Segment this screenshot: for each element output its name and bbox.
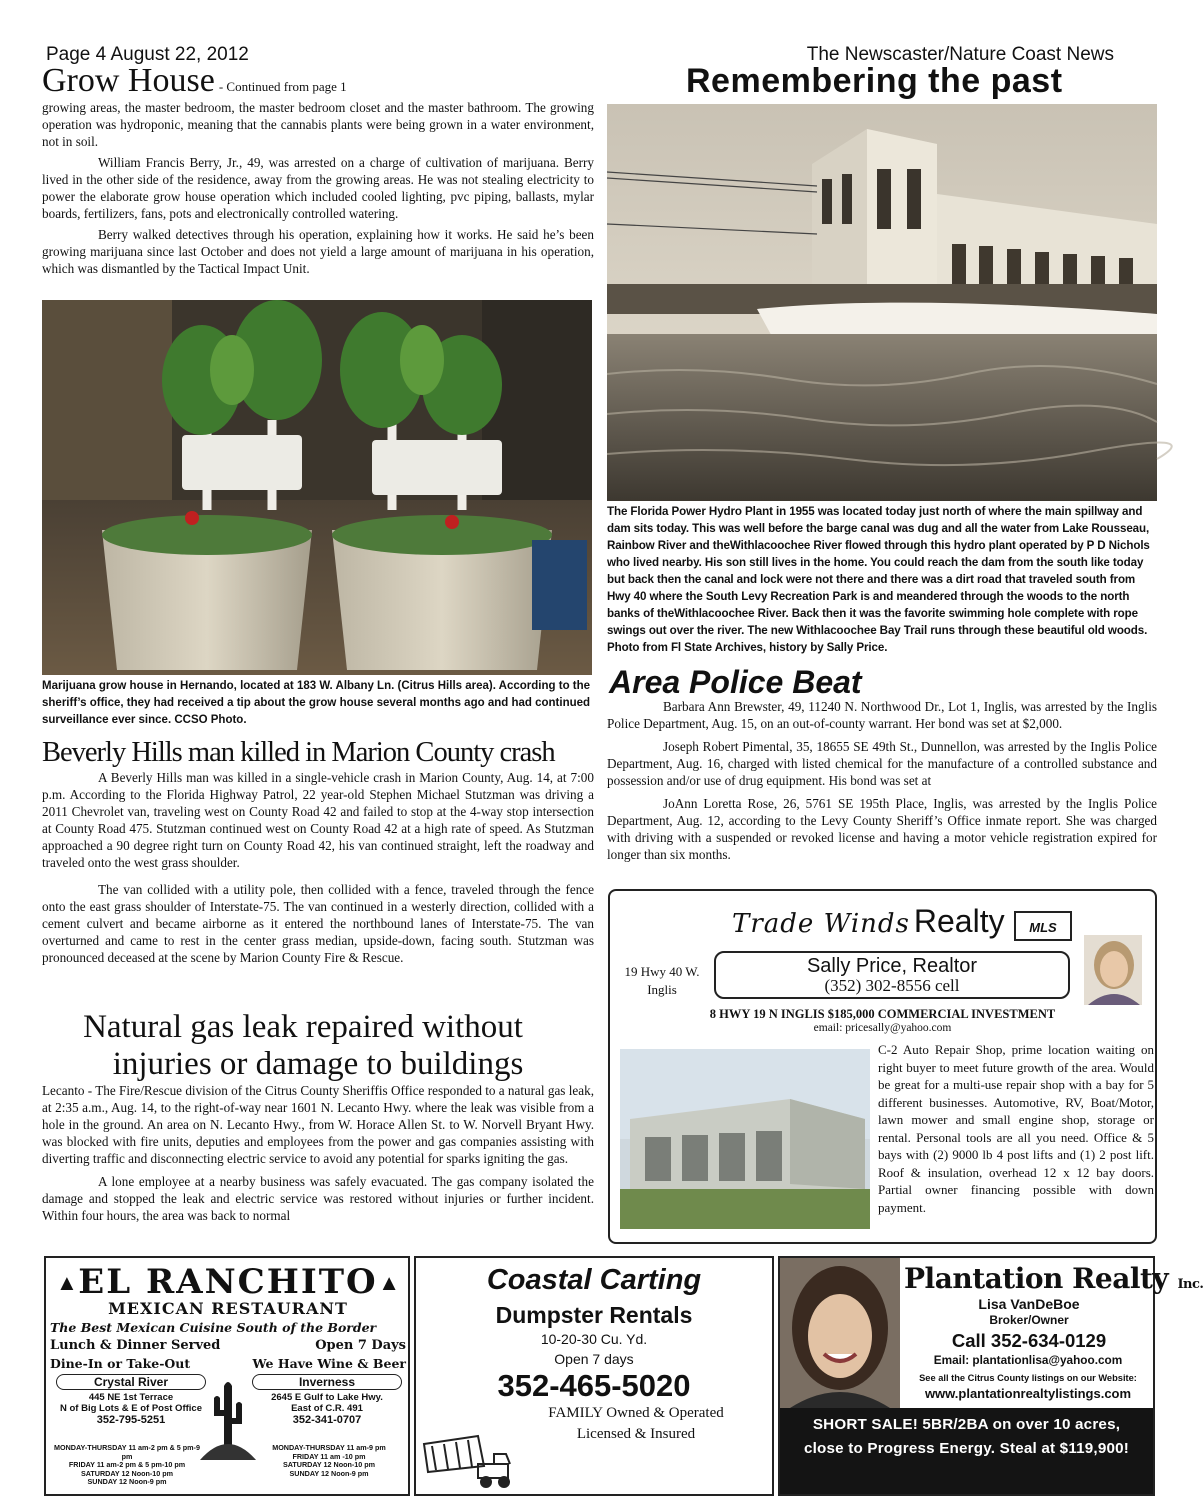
el-ranchito-text: Open 7 Days — [315, 1338, 406, 1353]
inverness-label: Inverness — [252, 1374, 402, 1390]
hours-line: SATURDAY 12 Noon-10 pm — [80, 1468, 174, 1478]
auto-shop-photo — [620, 1049, 870, 1229]
crystal-river-address: N of Big Lots & E of Post Office — [60, 1403, 202, 1414]
continued-note: - Continued from page 1 — [218, 79, 347, 94]
gas-leak-article — [42, 1006, 594, 1224]
paper-name: The Newscaster/Nature Coast News — [806, 44, 1114, 65]
tradewinds-realty-word: Realty — [913, 903, 1005, 939]
crystal-river-address: 445 NE 1st Terrace — [88, 1392, 174, 1403]
hours-line: MONDAY-THURSDAY 11 am-9 pm — [272, 1443, 386, 1452]
beverly-hills-paragraph: A Beverly Hills man was killed in a single-vehicle crash in Marion County, Aug. 14, at 7:00 p.m. According to the Florida Highway Patrol, 22 year-old Stephen Michael Stutzman was driving a 2011 Chevrolet van, traveling west on County Road 42 and failed to stop at the 4-way stop intersection at County Road 475. Stutzman continued west on County Road 42 at a high rate of speed. As Stutzman approached a 90 degree right turn on County Road 42, his van continued straight, left the roadway and traveled onto the west grass shoulder. — [42, 770, 594, 870]
coastal-carting-name: Coastal Carting — [486, 1264, 702, 1296]
tradewinds-description: C-2 Auto Repair Shop, prime location waiting on right buyer to meet future growth of the area. Would be great for a multi-use repair shop with a bay for 5 different businesses. Automotive, RV, Boat/Motor, lawn mower and small engine shop, storage or rental. Personal tools are all you need. Office & 5 bays with (2) 9000 lb 4 post lifts and (1) 2 post lift. Roof & insulation, overhead 12 x 12 bay doors. Partial owner financing possible with down payment. — [878, 1042, 1154, 1215]
hours-line: SUNDAY 12 Noon-9 pm — [87, 1477, 167, 1486]
hours-line: FRIDAY 11 am-2 pm & 5 pm-10 pm — [68, 1460, 186, 1469]
el-ranchito-heading — [50, 1264, 406, 1318]
remembering-title: Remembering the past — [686, 62, 1063, 100]
gas-leak-paragraph: A lone employee at a nearby business was safely evacuated. The gas company isolated the damage and stopped the leak and electric service was restored without injuries or further incident. Within four hours, the area was back to normal — [42, 1174, 594, 1223]
sombrero-icon: ▲ — [56, 1270, 78, 1295]
taco-icon — [196, 1434, 260, 1464]
plantation-name — [904, 1262, 1203, 1295]
grow-house-caption: Marijuana grow house in Hernando, located at 183 W. Albany Ln. (Citrus Hills area). According to the sheriff’s office, they had received a tip about the grow house several months ago and had continued surveillance ever since. CCSO Photo. — [42, 680, 591, 726]
beverly-hills-paragraph: The van collided with a utility pole, then collided with a fence, traveled through the fence onto the east grass shoulder of Interstate-75. The van continued in a westerly direction, collided with a cement culvert and became airborne as it entered the northbound lanes of Interstate-75. The van overturned and came to rest in the center grass median, upside-down, facing south. Stutzman was pronounced deceased at the scene by Marion County Fire & Rescue. — [42, 882, 594, 965]
crystal-river-phone: 352-795-5251 — [96, 1414, 166, 1426]
el-ranchito-name: EL RANCHITO — [78, 1262, 378, 1302]
hours-line: SATURDAY 12 Noon-10 pm — [282, 1460, 376, 1469]
plantation-name-text: Plantation Realty — [904, 1262, 1169, 1295]
plantation-website: www.plantationrealtylistings.com — [924, 1386, 1132, 1401]
coastal-carting-ad — [414, 1256, 774, 1496]
beverly-hills-title: Beverly Hills man killed in Marion County crash — [42, 737, 555, 768]
coastal-sizes: 10-20-30 Cu. Yd. — [540, 1331, 648, 1347]
sally-price-photo — [1084, 935, 1142, 1005]
inverness-location — [252, 1374, 402, 1426]
plantation-inc: Inc. — [1177, 1277, 1203, 1292]
gas-leak-paragraph: Lecanto - The Fire/Rescue division of the Citrus County Sheriffis Office responded to a natural gas leak, at 2:35 a.m., Aug. 14, to the right-of-way near 1601 N. Lecanto Hwy. where the leak was visible from a hole in the ground. An area on N. Lecanto Hwy., from W. Horace Allen St. to W. Norvell Bryant Hwy. was blocked with fire units, deputies and employees from the power and gas companies assisting with diverting traffic and disconnecting electric service to avoid any potential for sparks igniting the gas. — [42, 1083, 594, 1166]
hours-line: FRIDAY 11 am -10 pm — [292, 1451, 366, 1461]
hydro-plant-photo — [607, 104, 1157, 501]
grow-house-paragraph: Berry walked detectives through his operation, explaining how it works. He said he’s been growing marijuana since last October and does not yield a large amount of marijuana in his operation, which was dismantled by the Tactical Impact Unit. — [42, 227, 594, 276]
el-ranchito-line — [50, 1338, 406, 1353]
police-beat-title: Area Police Beat — [609, 664, 862, 700]
tradewinds-brand — [732, 903, 1005, 940]
coastal-owned: FAMILY Owned & Operated — [548, 1405, 724, 1421]
grow-house-paragraph: growing areas, the master bedroom, the master bedroom closet and the master bathroom. The growing operation was hydroponic, meaning that the cannabis plants were being grown in a water environment, not in soil. — [42, 100, 594, 149]
police-beat-paragraph: Barbara Ann Brewster, 49, 11240 N. Northwood Dr., Lot 1, Inglis, was arrested by the Inglis Police Department, Aug. 15, on an out-of-county warrant. Her bond was set at $2,000. — [607, 699, 1157, 731]
short-sale-line: close to Progress Energy. Steal at $119,900! — [803, 1440, 1130, 1457]
tradewinds-ad — [608, 889, 1157, 1244]
tradewinds-script: Trade Winds — [732, 909, 910, 939]
grow-house-photo — [42, 300, 592, 675]
crystal-river-label: Crystal River — [56, 1374, 206, 1390]
inverness-phone: 352-341-0707 — [292, 1414, 362, 1426]
lisa-vandeboe-photo — [780, 1258, 900, 1408]
hydro-plant-caption: The Florida Power Hydro Plant in 1955 was located today just north of where the main spillway and dam sits today. This was well before the barge canal was dug and all the water from Lake Rousseau, Rainbow River and theWithlacoochee River flowed through this hydro plant operated by P D Nichols who lived nearby. His son still lives in the home. You could reach the dam from the south like today but back then the canal and lock were not there and there was a dirt road that traveled south from Hwy 40 where the South Levy Recreation Park is and meandered through the woods to the north banks of theWithlacoochee River. Back then it was the favorite swimming hole complete with rope swings out over the river. The new Withlacoochee Bay Trail runs through these beautiful old woods. Photo from Fl State Archives, history by Sally Price. — [607, 505, 1150, 654]
plantation-see-all: See all the Citrus County listings on our Website: — [919, 1373, 1137, 1383]
short-sale-banner — [780, 1408, 1153, 1494]
plantation-agent: Lisa VanDeBoe — [978, 1296, 1080, 1312]
gas-leak-title-line: injuries or damage to buildings — [112, 1046, 524, 1082]
coastal-service: Dumpster Rentals — [495, 1302, 693, 1328]
police-beat-article — [607, 663, 1157, 863]
tradewinds-listing: 8 HWY 19 N INGLIS $185,000 COMMERCIAL INVESTMENT — [709, 1007, 1056, 1021]
plantation-role: Broker/Owner — [989, 1313, 1069, 1327]
plantation-email: Email: plantationlisa@yahoo.com — [933, 1353, 1123, 1367]
inverness-hours — [254, 1444, 404, 1478]
el-ranchito-text: Lunch & Dinner Served — [50, 1338, 221, 1353]
el-ranchito-text: We Have Wine & Beer — [252, 1356, 406, 1371]
gas-leak-title-line: Natural gas leak repaired without — [83, 1009, 523, 1045]
el-ranchito-sub: MEXICAN RESTAURANT — [108, 1299, 348, 1318]
plantation-realty-ad — [778, 1256, 1203, 1496]
crystal-river-location — [56, 1374, 206, 1426]
tradewinds-phone: (352) 302-8556 cell — [824, 976, 960, 995]
police-beat-paragraph: JoAnn Loretta Rose, 26, 5761 SE 195th Place, Inglis, was arrested by the Inglis Police Department, Aug. 12, according to the Levy County Sheriff’s Office inmate report. She was charged with driving with a suspended or revoked license and having a motor vehicle registration expired for longer than six months. — [607, 796, 1157, 862]
coastal-phone: 352-465-5020 — [497, 1368, 691, 1403]
grow-house-article — [42, 62, 594, 277]
grow-house-paragraph: William Francis Berry, Jr., 49, was arrested on a charge of cultivation of marijuana. Berry lived in the other side of the residence, away from the growing areas. He was not stealing electricity to power the elaborate grow house operation which included cooled lighting, pvc piping, ballasts, mylar boards, fertilizers, fans, pots and electronically controlled watering. — [42, 155, 594, 221]
page-date: Page 4 August 22, 2012 — [46, 44, 249, 65]
tradewinds-address — [612, 963, 712, 999]
inverness-address: East of C.R. 491 — [291, 1403, 363, 1414]
el-ranchito-ad — [44, 1256, 410, 1496]
mls-logo: MLS — [1014, 911, 1072, 941]
el-ranchito-line — [50, 1356, 406, 1371]
tradewinds-agent: Sally Price, Realtor — [806, 955, 978, 977]
sombrero-icon: ▲ — [378, 1270, 400, 1295]
grow-house-heading — [42, 62, 594, 100]
tradewinds-address-line: Inglis — [647, 982, 677, 997]
crystal-river-hours — [52, 1444, 202, 1487]
beverly-hills-article — [42, 736, 594, 966]
el-ranchito-slogan: The Best Mexican Cuisine South of the Border — [50, 1320, 377, 1335]
coastal-licensed: Licensed & Insured — [576, 1426, 696, 1442]
plantation-call: Call 352-634-0129 — [951, 1330, 1107, 1351]
police-beat-paragraph: Joseph Robert Pimental, 35, 18655 SE 49th St., Dunnellon, was arrested by the Inglis Police Department, Aug. 16, charged with listed chemical for the manufacture of a controlled substance and possession and/or use of drug equipment. His bond was set at — [607, 739, 1157, 788]
hours-line: MONDAY-THURSDAY 11 am-2 pm & 5 pm-9 pm — [54, 1443, 200, 1461]
hours-line: SUNDAY 12 Noon-9 pm — [289, 1468, 369, 1478]
el-ranchito-text: Dine-In or Take-Out — [50, 1356, 191, 1371]
tradewinds-email: email: pricesally@yahoo.com — [813, 1022, 952, 1034]
tradewinds-address-line: 19 Hwy 40 W. — [624, 964, 700, 979]
inverness-address: 2645 E Gulf to Lake Hwy. — [271, 1392, 383, 1403]
coastal-open: Open 7 days — [554, 1351, 634, 1367]
grow-house-title: Grow House — [42, 62, 215, 99]
short-sale-line: SHORT SALE! 5BR/2BA on over 10 acres, — [812, 1416, 1121, 1433]
tradewinds-agent-box — [714, 951, 1070, 999]
